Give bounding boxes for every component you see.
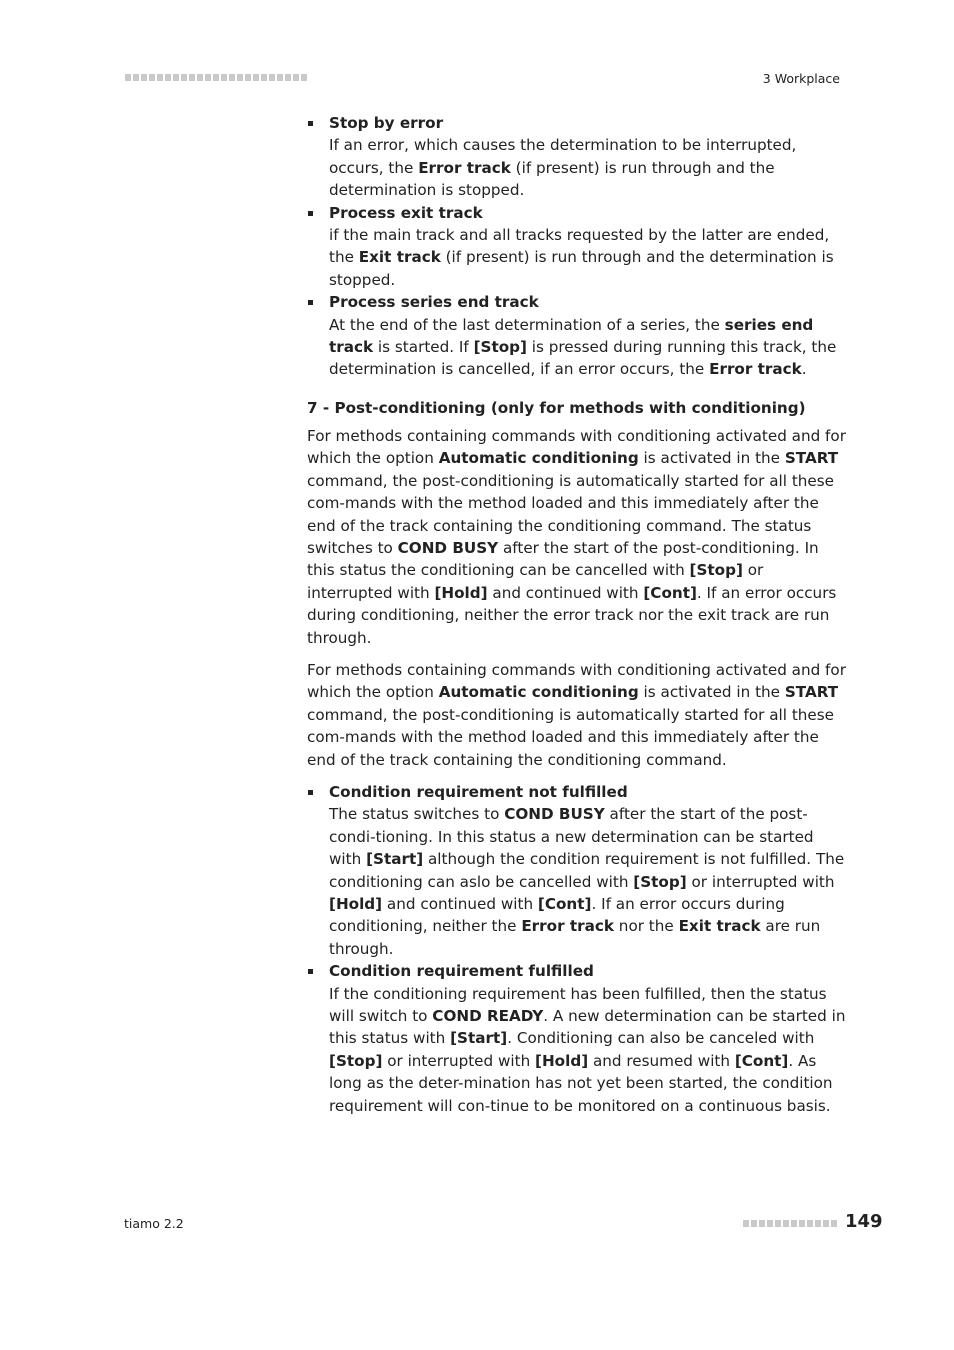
list-item-title: Process exit track [329,203,483,222]
page-number: 149 [845,1211,883,1232]
running-header-section: 3 Workplace [762,71,840,86]
options-list [307,112,847,381]
list-item-body: If an error, which causes the determination to be interrupted, occurs, the Error track (if present) is run through and the determination is stopped. [329,136,797,200]
list-item-body: if the main track and all tracks requested by the latter are ended, the Exit track (if present) is run through and the determination is stopped. [329,226,834,289]
list-item-title: Stop by error [329,114,444,132]
paragraph: For methods containing commands with conditioning activated and for which the option Automatic conditioning is activated in the START command, the post-conditioning is automatically started for all these com-mands with the method loaded and this immediately after the end of the track containing the conditioning command. [307,660,846,769]
page-content [307,112,847,1117]
bullet-square-icon [308,300,313,305]
list-item [307,960,847,1117]
conditioning-list [307,781,847,1117]
list-item [307,781,847,960]
header-decoration [125,74,307,81]
section-heading: 7 - Post-conditioning (only for methods with conditioning) [307,398,806,417]
list-item [307,291,847,381]
bullet-square-icon [308,121,313,126]
list-item [307,112,847,202]
list-item-body: At the end of the last determination of a series, the series end track is started. If [Stop] is pressed during running this track, the determination is cancelled, if an error occurs, the Error track. [329,315,837,379]
list-item-title: Process series end track [329,293,539,312]
list-item-body: If the conditioning requirement has been fulfilled, then the status will switch to COND READY. A new determination can be started in this status with [Start]. Conditioning can also be canceled with [Stop] or interrupted with [Hold] and resumed with [Cont]. As long as the deter-mination has not yet been started, the condition requirement will con-tinue to be monitored on a continuous basis. [329,984,846,1115]
list-item-title: Condition requirement fulfilled [329,962,594,981]
list-item-title: Condition requirement not fulfilled [329,782,628,801]
list-item [307,202,847,292]
list-item-body: The status switches to COND BUSY after the start of the post-condi-tioning. In this status a new determination can be started with [Start] although the condition requirement is not fulfilled. The conditioning can aslo be cancelled with [Stop] or interrupted with [Hold] and continued with [Cont]. If an error occurs during conditioning, neither the Error track nor the Exit track are run through. [329,805,845,958]
bullet-square-icon [308,969,313,974]
paragraph: For methods containing commands with conditioning activated and for which the option Automatic conditioning is activated in the START command, the post-conditioning is automatically started for all these com-mands with the method loaded and this immediately after the end of the track containing the conditioning command. The status switches to COND BUSY after the start of the post-conditioning. In this status the conditioning can be cancelled with [Stop] or interrupted with [Hold] and continued with [Cont]. If an error occurs during conditioning, neither the error track nor the exit track are run through. [307,426,846,647]
bullet-square-icon [308,790,313,795]
bullet-square-icon [308,211,313,216]
footer-decoration [743,1220,839,1227]
footer-product: tiamo 2.2 [124,1216,184,1231]
